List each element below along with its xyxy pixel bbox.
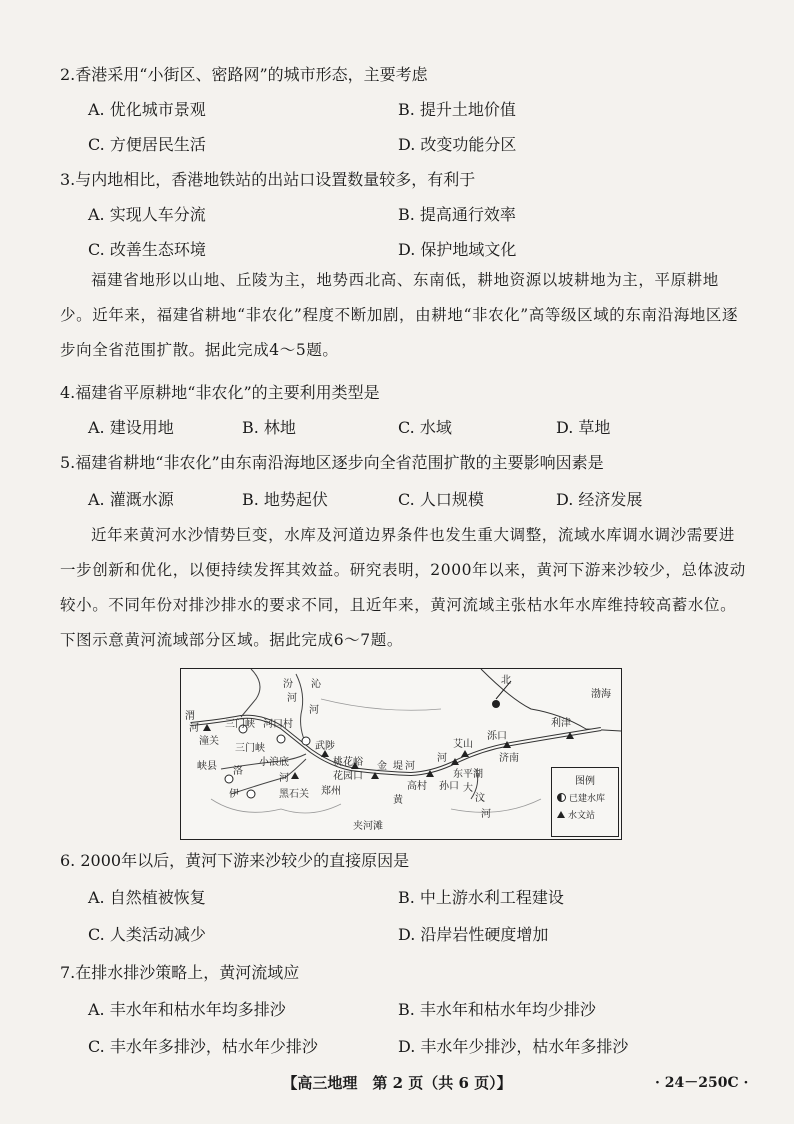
station-tongguan bbox=[203, 724, 211, 731]
passage-yellow-river bbox=[60, 518, 750, 658]
map-label-gaocun: 高村 bbox=[407, 781, 427, 792]
q6-option-d: D. 沿岸岩性硬度增加 bbox=[398, 925, 549, 944]
map-label-zhengzhou: 郑州 bbox=[321, 786, 341, 797]
map-label-yi: 伊 bbox=[229, 789, 239, 800]
map-label-dongpinghu: 东平湖 bbox=[453, 769, 483, 780]
q2-option-a: A. 优化城市景观 bbox=[88, 100, 206, 119]
q7-option-a: A. 丰水年和枯水年均多排沙 bbox=[88, 1000, 286, 1019]
fen-river bbox=[241, 669, 260, 717]
question-2-stem: 2.香港采用“小街区、密路网”的城市形态，主要考虑 bbox=[60, 65, 428, 84]
q4-option-a: A. 建设用地 bbox=[88, 418, 174, 437]
map-label-jindi-he: 河 bbox=[405, 761, 415, 772]
q5-option-b: B. 地势起伏 bbox=[242, 490, 328, 509]
passage-fujian-text: 福建省地形以山地、丘陵为主，地势西北高、东南低，耕地资源以坡耕地为主，平原耕地少。近年来，福建省耕地“非农化”程度不断加剧，由耕地“非农化”高等级区域的东南沿海地区逐步向全省范围扩散。据此完成4～5题。 bbox=[60, 271, 739, 359]
q6-option-c: C. 人类活动减少 bbox=[88, 925, 206, 944]
map-label-taohuayu: 桃花峪 bbox=[333, 757, 363, 768]
reservoir-gushui bbox=[225, 775, 233, 783]
q5-option-d: D. 经济发展 bbox=[556, 490, 643, 509]
map-label-huang-he: 河 bbox=[437, 753, 447, 764]
q3-option-a: A. 实现人车分流 bbox=[88, 205, 206, 224]
question-7-stem: 7.在排水排沙策略上，黄河流域应 bbox=[60, 963, 300, 982]
question-5-stem: 5.福建省耕地“非农化”由东南沿海地区逐步向全省范围扩散的主要影响因素是 bbox=[60, 453, 604, 472]
map-label-xiaolangdi: 小浪底 bbox=[259, 757, 289, 768]
q3-option-c: C. 改善生态环境 bbox=[88, 240, 206, 259]
passage-fujian bbox=[60, 263, 750, 368]
question-3-stem: 3.与内地相比，香港地铁站的出站口设置数量较多，有利于 bbox=[60, 170, 476, 189]
page-footer: 【高三地理 第 2 页（共 6 页）】 bbox=[282, 1074, 512, 1092]
reservoir-icon bbox=[557, 793, 566, 802]
q4-option-b: B. 林地 bbox=[242, 418, 296, 437]
map-legend bbox=[551, 767, 619, 837]
yellow-river-map bbox=[180, 668, 622, 840]
map-label-qin-he: 河 bbox=[309, 705, 319, 716]
map-label-aishan: 艾山 bbox=[453, 739, 473, 750]
map-label-wuzhi: 武陟 bbox=[315, 741, 335, 752]
map-label-wei: 渭 bbox=[185, 711, 195, 722]
q7-option-b: B. 丰水年和枯水年均少排沙 bbox=[398, 1000, 596, 1019]
q3-option-b: B. 提高通行效率 bbox=[398, 205, 516, 224]
legend-title: 图例 bbox=[575, 776, 595, 787]
map-label-jin: 金 bbox=[377, 761, 387, 772]
map-label-da: 大 bbox=[463, 783, 473, 794]
map-label-north: 北 bbox=[501, 675, 511, 686]
map-label-fen-he: 河 bbox=[287, 693, 297, 704]
q4-option-c: C. 水域 bbox=[398, 418, 452, 437]
map-label-jiahetan: 夹河滩 bbox=[353, 821, 383, 832]
legend-row-station bbox=[557, 808, 618, 821]
station-icon bbox=[557, 811, 565, 818]
terrain-line-1 bbox=[211, 799, 341, 813]
map-label-wen: 汶 bbox=[475, 793, 485, 804]
reservoir-hekoucun bbox=[302, 737, 310, 745]
q7-option-d: D. 丰水年少排沙，枯水年多排沙 bbox=[398, 1037, 629, 1056]
station-aishan bbox=[461, 750, 469, 757]
station-heishiguan bbox=[291, 772, 299, 779]
qin-river bbox=[296, 674, 306, 744]
map-label-tongguan: 潼关 bbox=[199, 736, 219, 747]
q6-option-a: A. 自然植被恢复 bbox=[88, 888, 206, 907]
reservoir-luhun bbox=[247, 790, 255, 798]
q7-option-c: C. 丰水年多排沙，枯水年少排沙 bbox=[88, 1037, 318, 1056]
q2-option-b: B. 提升土地价值 bbox=[398, 100, 516, 119]
map-label-jinan: 济南 bbox=[499, 753, 519, 764]
q6-option-b: B. 中上游水利工程建设 bbox=[398, 888, 564, 907]
question-4-stem: 4.福建省平原耕地“非农化”的主要利用类型是 bbox=[60, 383, 380, 402]
passage-yellow-river-text: 近年来黄河水沙情势巨变，水库及河道边界条件也发生重大调整，流域水库调水调沙需要进一步创新和优化，以便持续发挥其效益。研究表明，2000年以来，黄河下游来沙较少，总体波动较小。不同年份对排沙排水的要求不同，且近年来，黄河流域主张枯水年水库维持较高蓄水位。下图示意黄河流域部分区域。据此完成6～7题。 bbox=[60, 526, 746, 649]
legend-station-label: 水文站 bbox=[568, 811, 596, 821]
q2-option-c: C. 方便居民生活 bbox=[88, 135, 206, 154]
map-label-lijin: 利津 bbox=[551, 718, 571, 729]
map-label-dawen-he: 河 bbox=[481, 809, 491, 820]
q5-option-a: A. 灌溉水源 bbox=[88, 490, 174, 509]
map-label-qin: 沁 bbox=[311, 679, 321, 690]
north-arrow bbox=[492, 700, 500, 708]
terrain-line-2 bbox=[451, 799, 541, 812]
map-label-sunkou: 孙口 bbox=[439, 781, 459, 792]
q2-option-d: D. 改变功能分区 bbox=[398, 135, 517, 154]
reservoir-xiaolangdi bbox=[277, 735, 285, 743]
map-label-sanmenxia-1: 三门峡 bbox=[225, 719, 255, 730]
map-label-fen: 汾 bbox=[283, 679, 293, 690]
map-label-heishiguan: 黑石关 bbox=[279, 789, 309, 800]
terrain-line-3 bbox=[321, 699, 441, 710]
map-label-di: 堤 bbox=[393, 761, 403, 772]
map-label-huang: 黄 bbox=[393, 795, 403, 806]
map-label-jiaxian: 峡县 bbox=[197, 761, 217, 772]
map-label-wei-he: 河 bbox=[189, 723, 199, 734]
map-label-luo-he: 河 bbox=[279, 773, 289, 784]
q3-option-d: D. 保护地域文化 bbox=[398, 240, 517, 259]
q5-option-c: C. 人口规模 bbox=[398, 490, 484, 509]
map-label-luokou: 泺口 bbox=[487, 731, 507, 742]
question-6-stem: 6. 2000年以后，黄河下游来沙较少的直接原因是 bbox=[60, 851, 410, 870]
map-label-huayuankou: 花园口 bbox=[333, 771, 363, 782]
map-label-bohai: 渤海 bbox=[591, 689, 611, 700]
legend-reservoir-label: 已建水库 bbox=[569, 794, 606, 804]
exam-code: · 24－250C · bbox=[655, 1075, 749, 1091]
map-label-sanmenxia-2: 三门峡 bbox=[235, 743, 265, 754]
q4-option-d: D. 草地 bbox=[556, 418, 611, 437]
map-label-hekoucun: 河口村 bbox=[263, 719, 293, 730]
legend-row-reservoir bbox=[557, 791, 618, 804]
map-label-luo: 洛 bbox=[233, 766, 243, 777]
